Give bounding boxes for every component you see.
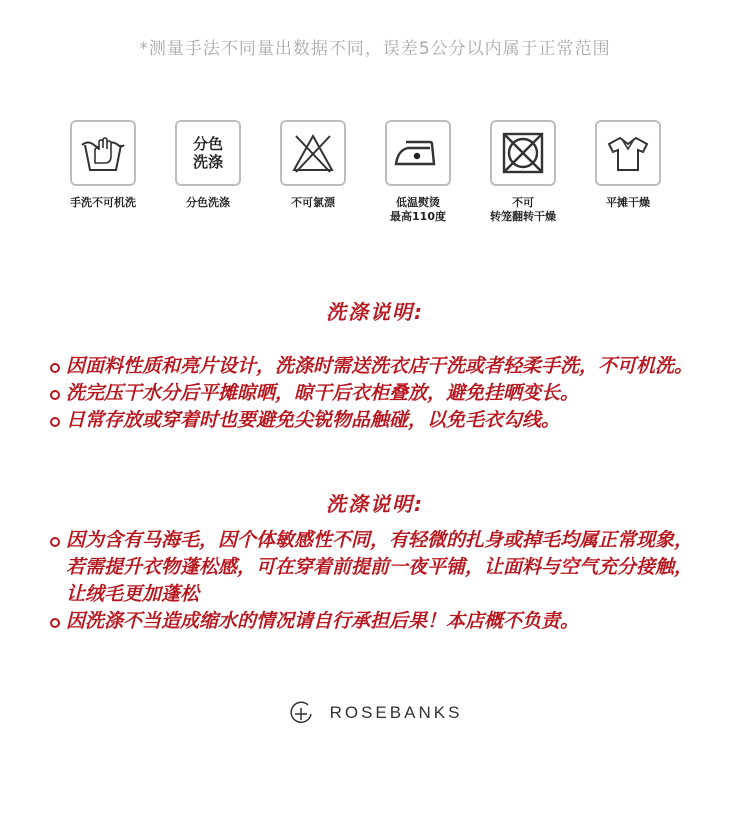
bullet-icon — [50, 417, 60, 427]
care-label: 不可氯漂 — [291, 196, 335, 209]
section-title-1: 洗涤说明: — [326, 300, 424, 324]
care-item-separate-wash — [153, 120, 263, 210]
care-label: 低温熨烫 最高110度 — [390, 196, 446, 223]
bullet-icon — [50, 618, 60, 628]
measurement-note: *测量手法不同量出数据不同，误差5公分以内属于正常范围 — [139, 39, 611, 59]
low-iron-icon — [392, 128, 444, 178]
bullet-icon — [50, 363, 60, 373]
hand-wash-icon — [78, 128, 128, 178]
care-item-no-tumble-dry — [468, 120, 578, 224]
brand-name: ROSEBANKS — [329, 703, 463, 722]
instruction-list-1 — [50, 353, 700, 434]
list-item: 日常存放或穿着时也要避免尖锐物品触碰，以免毛衣勾线。 — [50, 407, 700, 434]
care-item-no-bleach — [258, 120, 368, 210]
care-label: 不可 转笼翻转干燥 — [490, 196, 556, 223]
list-item: 因洗涤不当造成缩水的情况请自行承担后果！本店概不负责。 — [50, 608, 700, 635]
list-item: 洗完压干水分后平摊晾晒，晾干后衣柜叠放，避免挂晒变长。 — [50, 380, 700, 407]
bullet-icon — [50, 537, 60, 547]
no-bleach-icon — [288, 128, 338, 178]
care-label: 手洗不可机洗 — [70, 196, 136, 209]
care-item-flat-dry — [573, 120, 683, 210]
care-item-hand-wash — [48, 120, 158, 210]
bullet-icon — [50, 390, 60, 400]
care-icons-row — [48, 120, 708, 240]
care-item-low-iron — [363, 120, 473, 224]
plus-circle-logo-icon — [288, 700, 314, 726]
separate-wash-icon: 分色 洗涤 — [192, 135, 223, 171]
brand-logo — [0, 700, 750, 726]
no-tumble-dry-icon — [498, 128, 548, 178]
instruction-list-2 — [50, 527, 700, 635]
list-item: 因为含有马海毛，因个体敏感性不同，有轻微的扎身或掉毛均属正常现象，若需提升衣物蓬松感，可在穿着前提前一夜平铺，让面料与空气充分接触，让绒毛更加蓬松 — [50, 527, 700, 608]
list-item: 因面料性质和亮片设计，洗涤时需送洗衣店干洗或者轻柔手洗，不可机洗。 — [50, 353, 700, 380]
care-label: 平摊干燥 — [606, 196, 650, 209]
flat-dry-icon — [603, 128, 653, 178]
section-title-2: 洗涤说明: — [326, 492, 424, 516]
care-label: 分色洗涤 — [186, 196, 230, 209]
